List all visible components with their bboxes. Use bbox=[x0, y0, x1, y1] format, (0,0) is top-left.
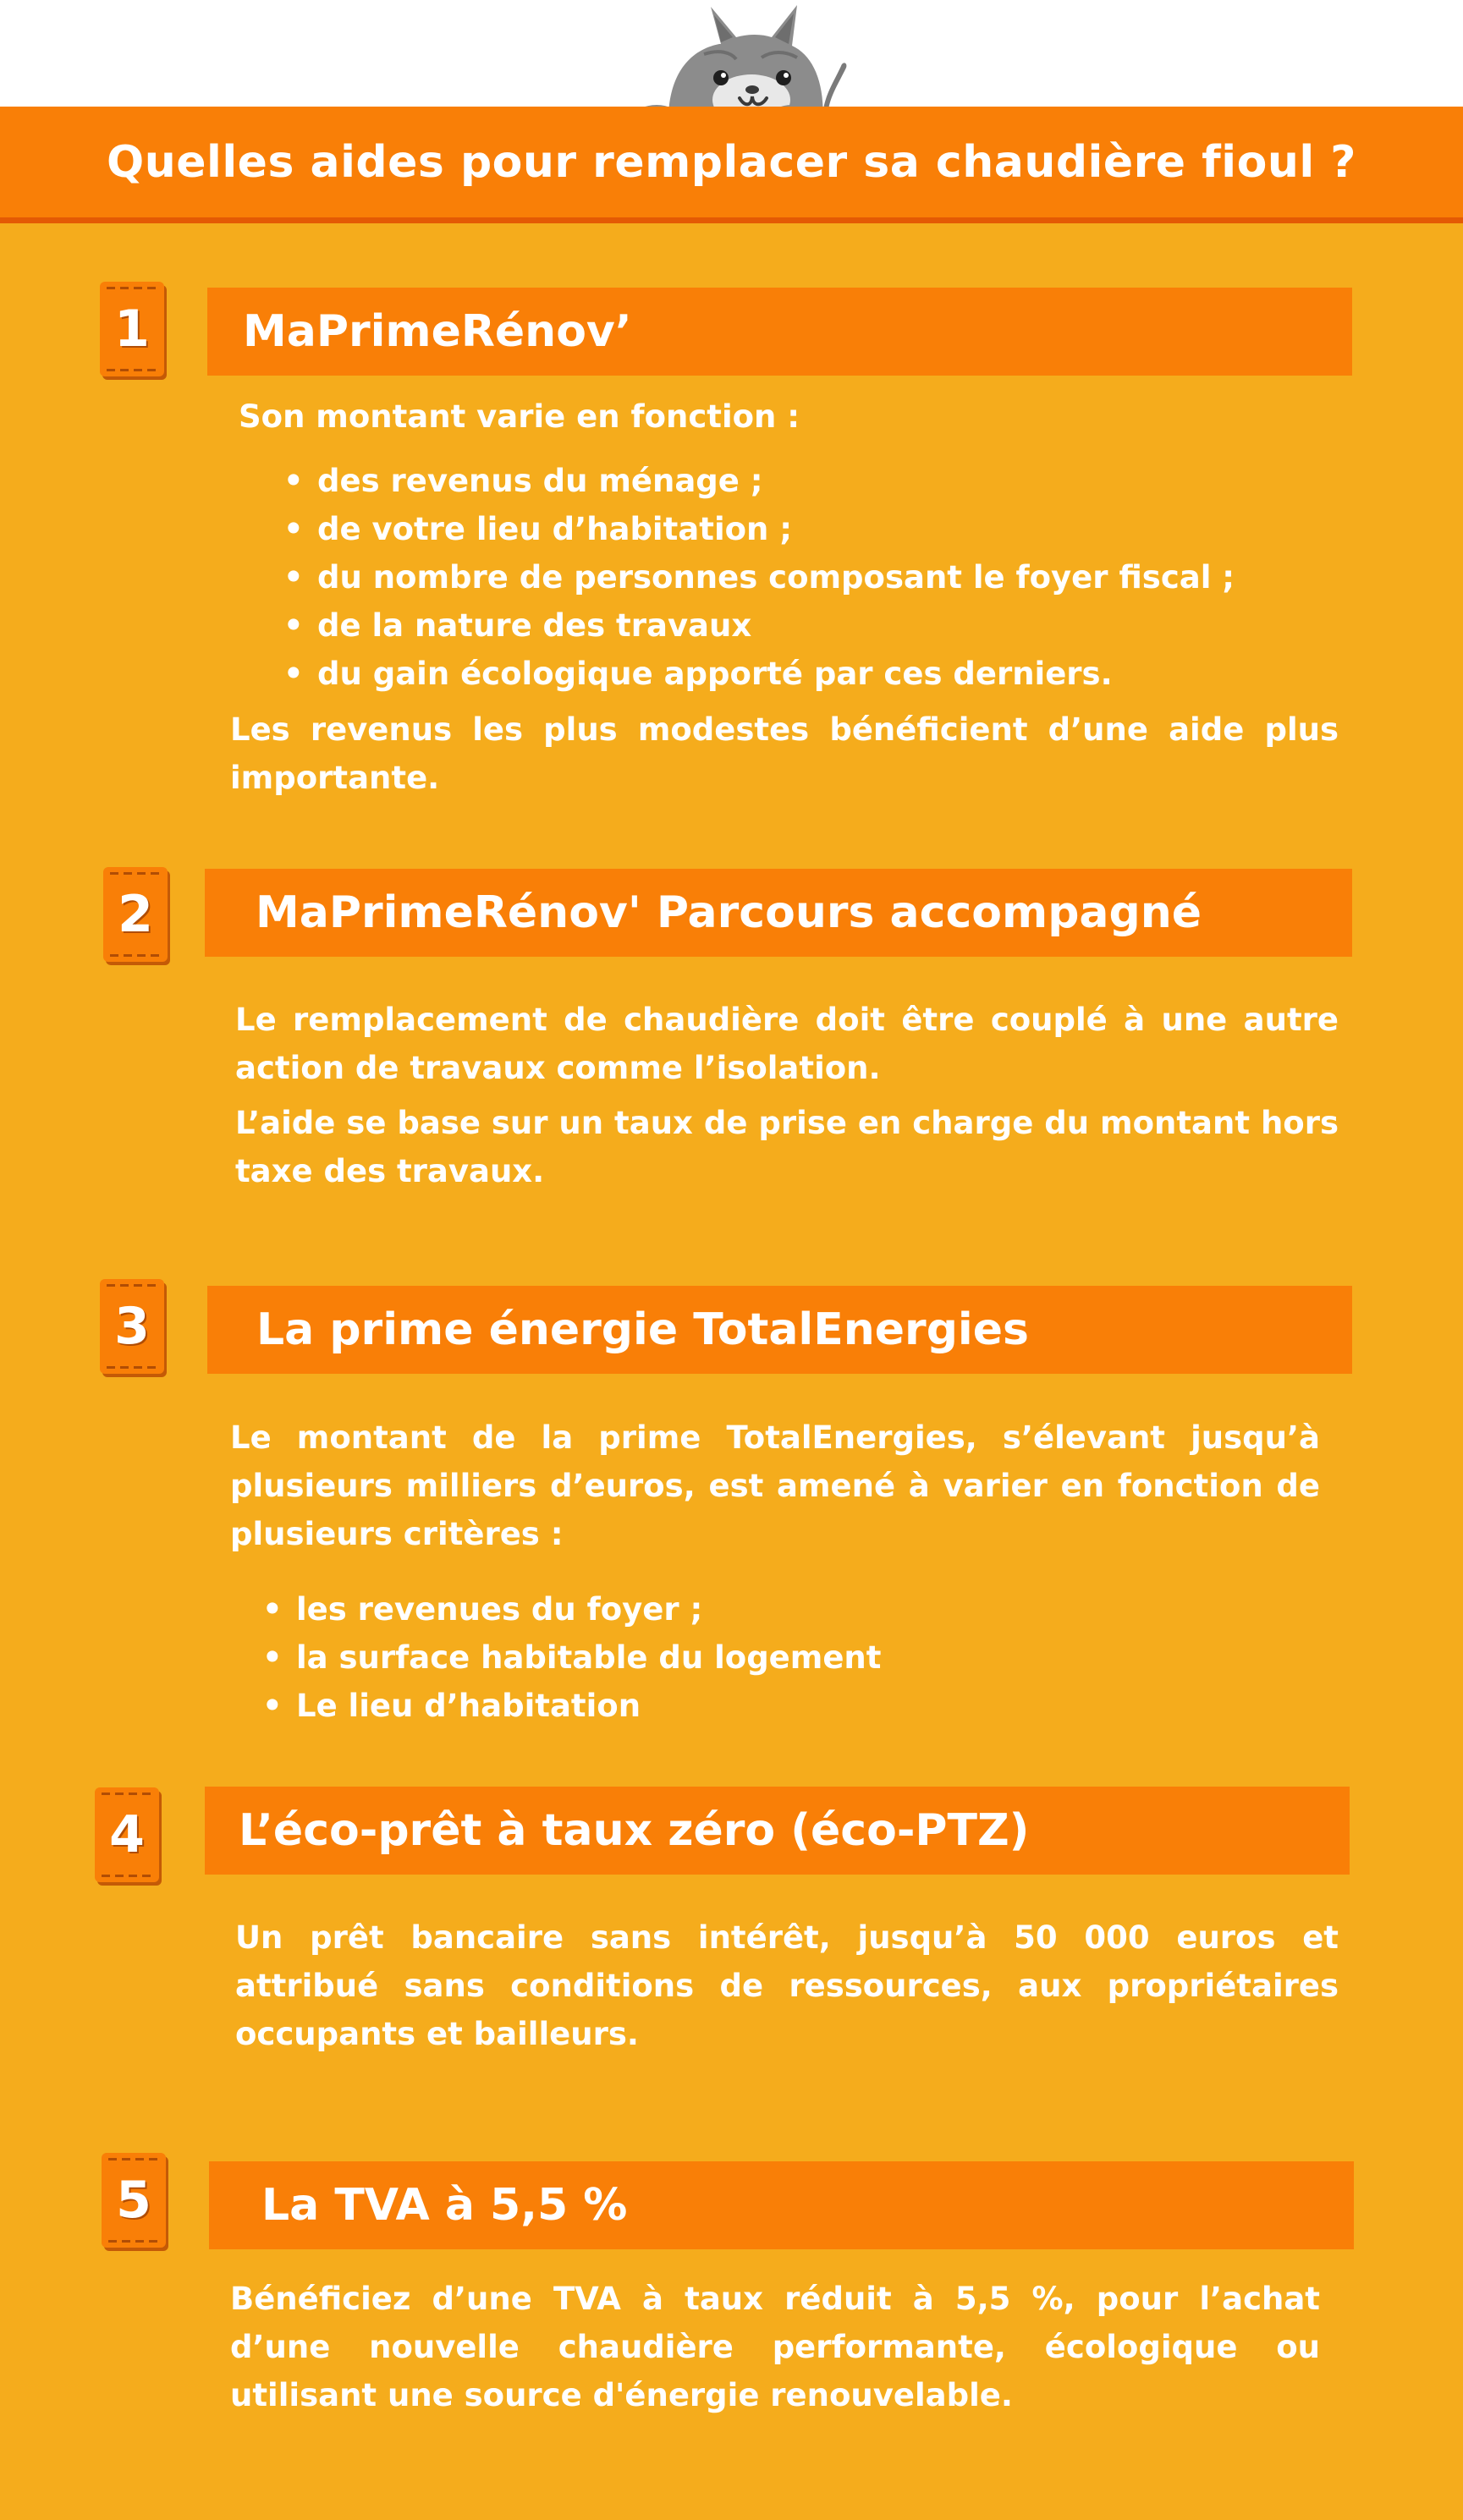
section-number: 5 bbox=[116, 2171, 151, 2230]
section-number: 2 bbox=[118, 885, 153, 944]
list-item: • Le lieu d’habitation bbox=[262, 1682, 881, 1730]
body-paragraph: Un prêt bancaire sans intérêt, jusqu’à 50 000 euros et attribué sans conditions de ressources, aux propriétaires occupants et bailleurs. bbox=[235, 1919, 1339, 2052]
list-item: • des revenus du ménage ; bbox=[283, 457, 1235, 505]
title-bar bbox=[0, 107, 1463, 223]
section-number-badge bbox=[100, 1279, 164, 1374]
section-title: L’éco-prêt à taux zéro (éco-PTZ) bbox=[239, 1805, 1030, 1856]
body-paragraph: L’aide se base sur un taux de prise en charge du montant hors taxe des travaux. bbox=[235, 1105, 1339, 1189]
section-title: La prime énergie TotalEnergies bbox=[256, 1304, 1029, 1355]
section-number-badge bbox=[102, 2153, 166, 2248]
list-item: • de votre lieu d’habitation ; bbox=[283, 505, 1235, 553]
section-number: 1 bbox=[114, 299, 150, 359]
section-number: 3 bbox=[114, 1297, 150, 1356]
criteria-list bbox=[283, 457, 1235, 698]
section-intro bbox=[230, 1414, 1320, 1558]
section-number-badge bbox=[103, 867, 168, 962]
list-item: • de la nature des travaux bbox=[283, 601, 1235, 650]
criteria-list bbox=[262, 1585, 881, 1730]
section-title: MaPrimeRénov’ bbox=[243, 306, 632, 357]
list-item: • du gain écologique apporté par ces derniers. bbox=[283, 650, 1235, 698]
section-number-badge bbox=[100, 282, 164, 376]
section-body bbox=[230, 2275, 1320, 2419]
list-item: • du nombre de personnes composant le foyer fiscal ; bbox=[283, 553, 1235, 601]
section-header-maprimerenov bbox=[207, 288, 1352, 376]
section-title: La TVA à 5,5 % bbox=[261, 2180, 628, 2231]
section-title: MaPrimeRénov' Parcours accompagné bbox=[256, 887, 1202, 938]
body-paragraph: Bénéficiez d’une TVA à taux réduit à 5,5 %, pour l’achat d’une nouvelle chaudière performante, écologique ou utilisant une source d'énergie renouvelable. bbox=[230, 2281, 1320, 2413]
section-body bbox=[235, 1913, 1339, 2058]
page-title: Quelles aides pour remplacer sa chaudière fioul ? bbox=[107, 136, 1356, 188]
section-body bbox=[235, 996, 1339, 1195]
section-header-tva bbox=[209, 2161, 1354, 2249]
outro-text: Les revenus les plus modestes bénéficient d’une aide plus importante. bbox=[230, 711, 1339, 796]
intro-text: Son montant varie en fonction : bbox=[239, 398, 800, 435]
list-item: • les revenues du foyer ; bbox=[262, 1585, 881, 1633]
section-number-badge bbox=[95, 1787, 159, 1882]
section-number: 4 bbox=[109, 1805, 145, 1864]
section-intro bbox=[239, 393, 1339, 441]
body-paragraph: Le remplacement de chaudière doit être couplé à une autre action de travaux comme l’isolation. bbox=[235, 1002, 1339, 1086]
intro-text: Le montant de la prime TotalEnergies, s’élevant jusqu’à plusieurs milliers d’euros, est amené à varier en fonction de plusieurs critères : bbox=[230, 1419, 1320, 1552]
section-header-prime-energie bbox=[207, 1286, 1352, 1374]
section-header-eco-ptz bbox=[205, 1787, 1350, 1875]
section-header-parcours-accompagne bbox=[205, 869, 1352, 957]
section-outro bbox=[230, 705, 1339, 802]
list-item: • la surface habitable du logement bbox=[262, 1633, 881, 1682]
